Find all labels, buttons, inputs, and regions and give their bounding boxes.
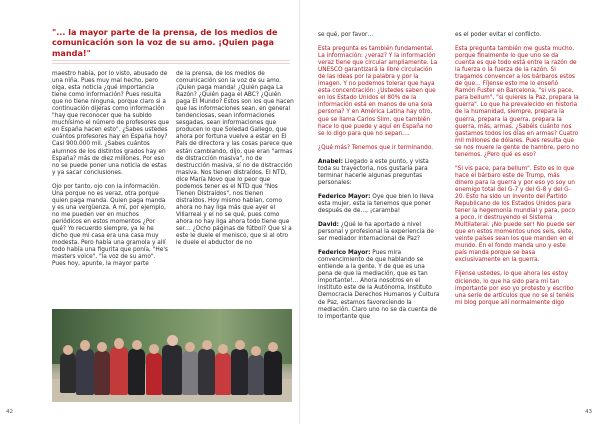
person-head [218, 344, 228, 354]
person-figure [264, 351, 282, 395]
highlighted-paragraph: Esta pregunta es también fundamental. La información: ¿veraz? Y la información veraz tiene que circular ampliamente. La UNESCO garantizará la libre circulación de las ideas por la palabra y por la imagen. Y no podemos tolerar que haya esta concentración: ¿Ustedes saben que en los Estado Unidos el 80% de la información está en manos de una sola persona? Y en América Latina hay otro, que se llama Carlos Slim, que también hace lo que puede y aquí en España no se lo digo para que no sepan…. [318, 46, 438, 137]
person-head [114, 338, 124, 349]
person-figure [128, 349, 145, 395]
dialogue-paragraph [318, 250, 440, 320]
left-column-2 [176, 71, 294, 254]
person-head [167, 335, 178, 346]
person-head [63, 345, 73, 355]
person-figure [94, 351, 110, 395]
dialogue-text: Llegado a este punto, y vista toda su trayectoria, nos gustaría para terminar hacerle algunas preguntas personales: [318, 158, 429, 186]
highlighted-paragraph: Esta pregunta también me gusta mucho, porque finalmente lo que uno se da cuenta es que todo está entre la razón de la fuerza o la fuerza de la razón. Si tragamos convencer a los bárbaros estos de que… Fíjense esto me lo enseñó Ramón Fuster en Barcelona, "si vis pace, para bellum", "si quieres la Paz, prepara la guerra". Lo que ha prevalecido en historia de la humanidad, siempre, prepara la guerra, prepara la guerra, prepara la guerra, más, armas. ¿Sabéis cuánto nos gastamos todos los días en armas? Cuatro mil millones de dólares. Pues resulta que se nos muere la gente de hambre, pero no tenemos. ¿Pero qué es eso? [455, 46, 579, 158]
person-head [149, 344, 159, 354]
speaker-name: Anabel: [318, 158, 343, 165]
page-number-right: 43 [585, 409, 593, 415]
paragraph: es el poder evitar el conflicto. [455, 32, 542, 38]
dialogue-text: Oye que bien lo lleva esta mujer, esta la tenemos que poner después de de…, ¡caramba! [318, 193, 434, 214]
speaker-name: Federico Mayor: [318, 193, 371, 200]
group-photo-icon [52, 309, 292, 402]
person-figure [215, 353, 231, 395]
dialogue-text: Pues mira convencimiento de que hablando se entiende a la gente. Y de que es una pena de que la mediación, que es tan importante!… Ahora nosotros en el instituto este de la Autónoma, Instituto Democracia Derechos Humanos y Cultura de Paz, estamos favoreciendo la mediación. Claro uno no se da cuenta de lo importante que [318, 250, 440, 320]
person-head [80, 340, 90, 351]
person-head [235, 340, 245, 350]
speaker-name: Federico Mayor: [318, 250, 371, 257]
person-figure [76, 349, 94, 395]
person-head [132, 340, 142, 350]
right-column-2 [455, 32, 579, 314]
person-head [97, 342, 107, 352]
person-figure [60, 353, 76, 393]
person-head [185, 342, 195, 352]
right-column-1 [318, 32, 440, 328]
person-head [268, 342, 278, 352]
dialogue-paragraph [318, 222, 440, 243]
dialogue-paragraph [318, 194, 440, 215]
paragraph: de la prensa, de los medios de comunicación son la voz de su amo. ¡Quien paga manda! ¿Quién paga La Razón? ¿Quién paga el ABC? ¿Quién paga El Mundo? Estos son los que hacen que las informaciones sean, en general tendenciosas, sean informaciones sesgadas, sean informaciones que producen lo que Soledad Gallego, que ahora por fortuna vuelve a estar en El País de directora y las cosas parece que están cambiando, dijo, que eran "armas de distracción masiva", no de destrucción masiva, sí no de distracción masiva. Nos tienen distraídos. El NTD, dice María Novo que lo peor que podemos tener es el NTD que "Nos Tienen Distraídos", nos tienen distraídos. Hoy mismo hablan, como ahora no hay liga más que ayer el Villarreal y el no se qué, pues como ahora no hay liga ahora todo tiene que ser… ¿Ocho páginas de fútbol? Que si a este le duele el menisco, que si al otro le duele el abductor de no [176, 71, 294, 247]
person-figure [231, 349, 248, 395]
person-figure [248, 355, 264, 395]
person-figure [110, 347, 128, 395]
person-figure [146, 353, 162, 395]
pull-quote-headline: "... la mayor parte de la prensa, de los medios de comunicación son la voz de su amo. ¡Quien paga manda!" [52, 27, 278, 58]
highlighted-paragraph: ¿Qué más? Tenemos que ir terminando. [318, 144, 434, 151]
highlighted-paragraph: Fíjense ustedes, lo que ahora les estoy diciendo, lo que ha sido para mí tan importante por eso yo protesto y escribo una serie de artículos que no se si tenéis mi blog porque allí normalmente digo [455, 271, 574, 306]
highlighted-paragraph: "Si vis pace, para bellum". Esto es lo que hace el bárbaro este de Trump, más dinero para la guerra y por eso yo soy un enemigo total del G-7 y del G-8 y del G-20. Esto ha sido un invento del Partido Republicano de los Estados Unidos para tener la hegemonía mundial y para, poco a poco, ir destruyendo el Sistema Multilateral. ¡No puede ser! No puede ser que en estos momentos unos seis, siete, veinte países sean los que manden en el mundo. En el fondo manda uno y este país manda porque se basa exclusivamente en la guerra. [455, 165, 576, 264]
dialogue-paragraph [318, 159, 440, 187]
speaker-name: David: [318, 222, 339, 229]
dialogue-text: ¿Qué le ha aportado a nivel personal y profesional la experiencia de ser mediador internacional de Paz? [318, 222, 434, 243]
paragraph: Ojo por tanto, ojo con la información. Una porque no es veraz, otra porque quien paga manda. Quien paga manda y es una vergüenza. A mí, por ejemplo, no me pueden ver en muchos periódicos en estos momentos ¿Por qué? Yo recuerdo siempre, ya le he dicho que mi casa era una casa muy modesta. Pero había una gramola y allí todo había una figurita que ponía, "He's masters voice", "la voz de su amo". Pues hoy, apunte, la mayor parte [52, 183, 168, 268]
person-figure [182, 351, 198, 395]
left-column-1 [52, 71, 170, 275]
person-head [202, 340, 212, 350]
page-number-left: 42 [6, 409, 14, 415]
headline-rule [52, 60, 290, 64]
paragraph: se qué, por favor… [318, 32, 374, 38]
person-figure [162, 345, 182, 395]
person-head [251, 346, 261, 356]
person-figure [198, 349, 215, 395]
paragraph: maestro había, por lo visto, abusado de una niña. Pues muy mal hecho, pero oiga, esta noticia ¿qué importancia tiene como información? Pues resulta que no tiene ninguna, porque claro si a continuación dijeras como información "hay que reconocer que ha subido muchísimo el número de profesores que en España hacen esto". ¿Sabes ustedes cuántos profesores hay en España hoy? Casi 900.000 mil. ¿Sabes cuántos alumnos de los distintos grados hay en España? más de diez millones. Por eso no se puede poner una noticia de estas y ya sacar conclusiones. [52, 71, 170, 176]
